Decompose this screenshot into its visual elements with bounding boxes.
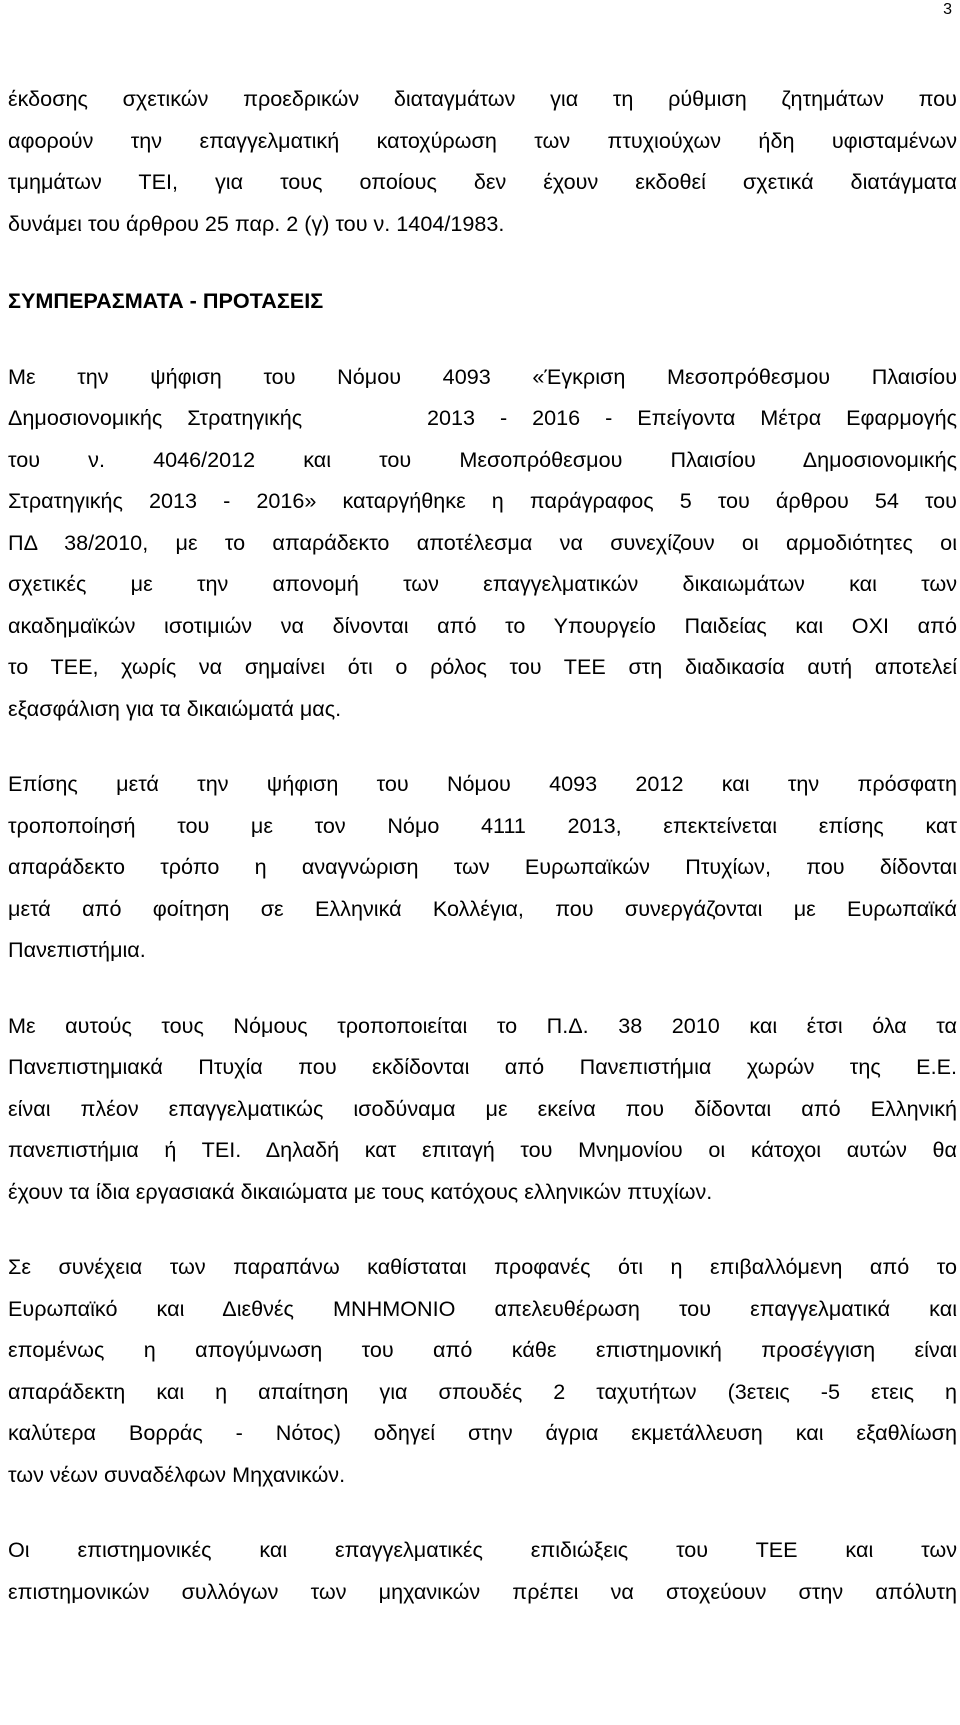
text-line: πανεπιστήμια ή ΤΕΙ. Δηλαδή κατ επιταγή του Μνημονίου οι κάτοχοι αυτών θα bbox=[8, 1137, 957, 1162]
text-line: Ευρωπαϊκό και Διεθνές ΜΝΗΜΟΝΙΟ απελευθέρωση του επαγγελματικά και bbox=[8, 1295, 957, 1321]
paragraph-3 bbox=[8, 763, 957, 971]
text-line: μετά από φοίτηση σε Ελληνικά Κολλέγια, που συνεργάζονται με Ευρωπαϊκά bbox=[8, 895, 957, 921]
text-line: του ν. 4046/2012 και του Μεσοπρόθεσμου Πλαισίου Δημοσιονομικής bbox=[8, 446, 957, 472]
text-line: Σε συνέχεια των παραπάνω καθίσταται προφανές ότι η επιβαλλόμενη από το bbox=[8, 1254, 957, 1279]
paragraph-5 bbox=[8, 1246, 957, 1495]
document-body bbox=[8, 78, 957, 1612]
text-line: Με αυτούς τους Νόμους τροποποιείται το Π.Δ. 38 2010 και έτσι όλα τα bbox=[8, 1012, 957, 1038]
text-line: ΠΔ 38/2010, με το απαράδεκτο αποτέλεσμα να συνεχίζουν οι αρμοδιότητες οι bbox=[8, 529, 957, 555]
text-line: επιστημονικών συλλόγων των μηχανικών πρέπει να στοχεύουν στην απόλυτη bbox=[8, 1578, 957, 1604]
text-line: Στρατηγικής 2013 - 2016» καταργήθηκε η παράγραφος 5 του άρθρου 54 του bbox=[8, 488, 957, 513]
text-line: απαράδεκτη και η απαίτηση για σπουδές 2 ταχυτήτων (3ετεις -5 ετεις η bbox=[8, 1378, 957, 1404]
text-line: Δημοσιονομικής Στρατηγικής 2013 - 2016 - Επείγοντα Μέτρα Εφαρμογής bbox=[8, 405, 957, 430]
text-line: απαράδεκτο τρόπο η αναγνώριση των Ευρωπαϊκών Πτυχίων, που δίδονται bbox=[8, 854, 957, 879]
text-line: Πανεπιστημιακά Πτυχία που εκδίδονται από Πανεπιστήμια χωρών της Ε.Ε. bbox=[8, 1054, 957, 1079]
text-line: Οι επιστημονικές και επαγγελματικές επιδιώξεις του ΤΕΕ και των bbox=[8, 1537, 957, 1562]
text-line: τροποποίησή του με τον Νόμο 4111 2013, επεκτείνεται επίσης κατ bbox=[8, 812, 957, 838]
paragraph-2 bbox=[8, 356, 957, 730]
text-line: των νέων συναδέλφων Μηχανικών. bbox=[8, 1461, 346, 1487]
text-line: έχουν τα ίδια εργασιακά δικαιώματα με τους κατόχους ελληνικών πτυχίων. bbox=[8, 1178, 713, 1204]
paragraph-6 bbox=[8, 1529, 957, 1612]
text-line: σχετικές με την απονομή των επαγγελματικών δικαιωμάτων και των bbox=[8, 571, 957, 596]
text-line: καλύτερα Βορράς - Νότος) οδηγεί στην άγρια εκμετάλλευση και εξαθλίωση bbox=[8, 1420, 957, 1445]
paragraph-4 bbox=[8, 1005, 957, 1213]
section-heading: ΣΥΜΠΕΡΑΣΜΑΤΑ - ΠΡΟΤΑΣΕΙΣ bbox=[8, 288, 324, 313]
page-number: 3 bbox=[943, 1, 952, 18]
text-line: αφορούν την επαγγελματική κατοχύρωση των πτυχιούχων ήδη υφισταμένων bbox=[8, 127, 957, 153]
text-line: Πανεπιστήμια. bbox=[8, 937, 146, 962]
text-line: επομένως η απογύμνωση του από κάθε επιστημονική προσέγγιση είναι bbox=[8, 1337, 957, 1362]
text-line: είναι πλέον επαγγελματικώς ισοδύναμα με εκείνα που δίδονται από Ελληνική bbox=[8, 1095, 957, 1121]
paragraph-1 bbox=[8, 78, 957, 244]
text-line: δυνάμει του άρθρου 25 παρ. 2 (γ) του ν. 1404/1983. bbox=[8, 210, 505, 236]
text-line: έκδοσης σχετικών προεδρικών διαταγμάτων για τη ρύθμιση ζητημάτων που bbox=[8, 86, 957, 111]
text-line: εξασφάλιση για τα δικαιώματά μας. bbox=[8, 695, 342, 721]
text-line: Με την ψήφιση του Νόμου 4093 «Έγκριση Μεσοπρόθεσμου Πλαισίου bbox=[8, 363, 957, 389]
text-line: το ΤΕΕ, χωρίς να σημαίνει ότι ο ρόλος του ΤΕΕ στη διαδικασία αυτή αποτελεί bbox=[8, 654, 957, 679]
text-line: Επίσης μετά την ψήφιση του Νόμου 4093 2012 και την πρόσφατη bbox=[8, 771, 957, 796]
text-line: τμημάτων ΤΕΙ, για τους οποίους δεν έχουν εκδοθεί σχετικά διατάγματα bbox=[8, 169, 957, 194]
text-line: ακαδημαϊκών ισοτιμιών να δίνονται από το Υπουργείο Παιδείας και ΟΧΙ από bbox=[8, 612, 957, 638]
